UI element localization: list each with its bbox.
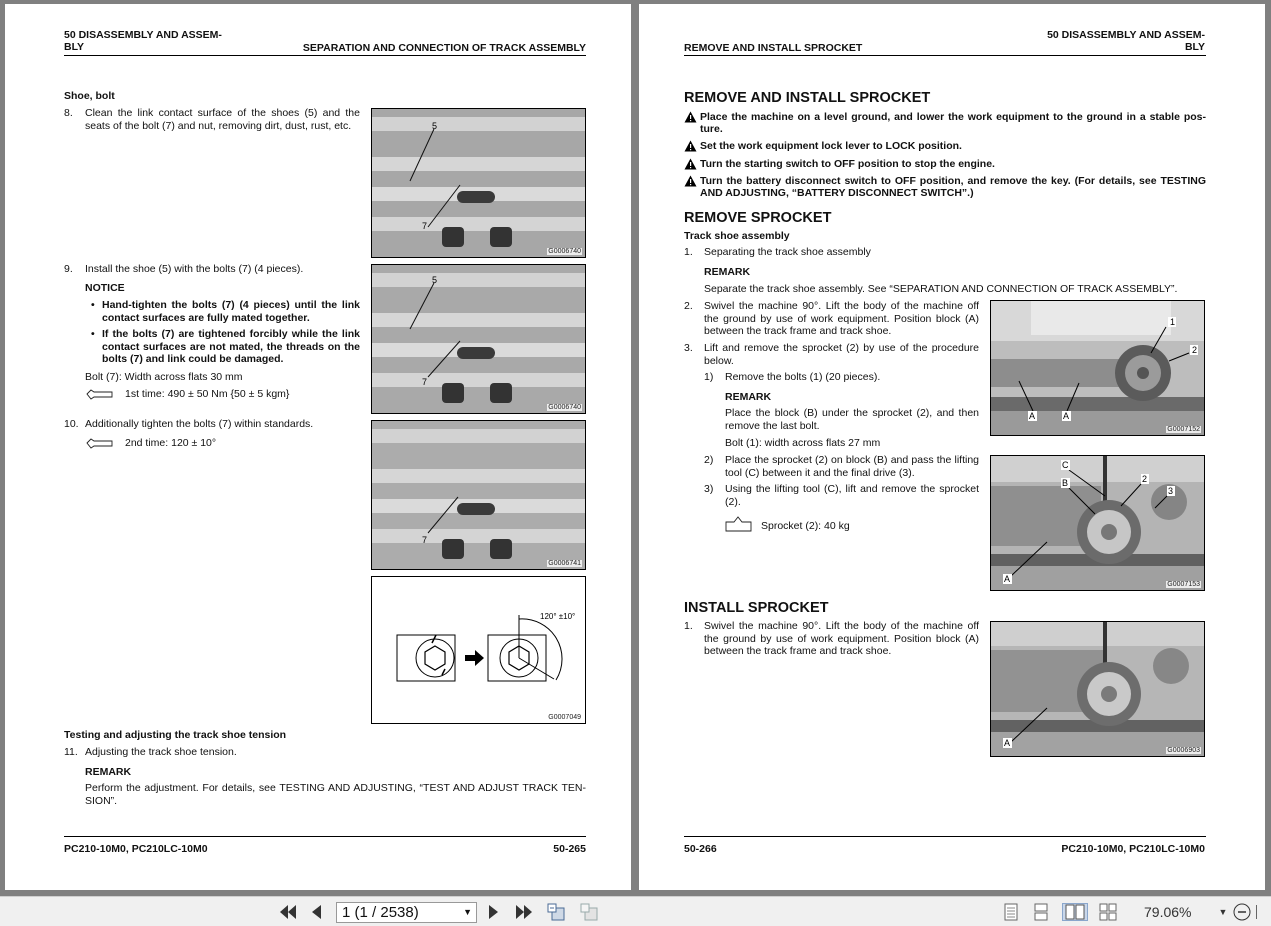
angle-tightening-diagram bbox=[371, 576, 586, 724]
subheading-track-shoe: Track shoe assembly bbox=[684, 230, 790, 242]
zoom-out-icon bbox=[1233, 903, 1251, 921]
next-page-icon bbox=[488, 904, 500, 920]
header-section: 50 DISASSEMBLY AND ASSEM- BLY bbox=[64, 29, 222, 53]
substep-text: Remove the bolts (1) (20 pieces). bbox=[725, 371, 881, 383]
sprocket-photo-2 bbox=[990, 455, 1205, 591]
facing-pages-icon bbox=[1065, 904, 1085, 920]
step-text: Lift and remove the sprocket (2) by use of the procedure below. bbox=[704, 342, 979, 367]
step-text: Install the shoe (5) with the bolts (7) (4 pieces). bbox=[85, 263, 304, 275]
figure-code: G0007049 bbox=[548, 714, 581, 721]
torque-second-time: 2nd time: 120 ± 10° bbox=[125, 437, 217, 449]
step-number: 1. bbox=[684, 620, 693, 632]
page-50-266 bbox=[639, 4, 1265, 890]
sprocket-photo-1 bbox=[990, 300, 1205, 436]
header-title: SEPARATION AND CONNECTION OF TRACK ASSEMBLY bbox=[302, 42, 586, 54]
remark-label: REMARK bbox=[85, 766, 132, 778]
callout-label: A bbox=[1063, 411, 1070, 421]
warning-icon bbox=[684, 175, 697, 187]
callout-label: 5 bbox=[432, 275, 438, 285]
warning-text: Place the machine on a level ground, and lower the work equipment to the ground in a stable pos-ture. bbox=[700, 111, 1206, 135]
heading-remove-sprocket: REMOVE SPROCKET bbox=[684, 210, 832, 226]
callout-label: 5 bbox=[432, 121, 438, 131]
previous-page-icon bbox=[310, 904, 322, 920]
continuous-page-icon bbox=[1034, 903, 1048, 921]
go-back-view-button[interactable] bbox=[545, 903, 567, 921]
bullet: • bbox=[91, 299, 95, 311]
torque-wrench-icon bbox=[85, 437, 115, 449]
substep-number: 1) bbox=[704, 371, 714, 383]
remark-text: Perform the adjustment. For details, see TESTING AND ADJUSTING, “TEST AND ADJUST TRACK TEN-SION”. bbox=[85, 782, 586, 807]
step-text: Adjusting the track shoe tension. bbox=[85, 746, 237, 758]
zoom-out-button[interactable] bbox=[1232, 903, 1252, 921]
notice-bullet-1: Hand-tighten the bolts (7) (4 pieces) until the link contact surfaces are fully mated together. bbox=[102, 299, 360, 324]
last-page-icon bbox=[515, 904, 533, 920]
figure-code: G0006740 bbox=[548, 404, 581, 411]
warning-3 bbox=[684, 158, 1206, 170]
warning-4 bbox=[684, 175, 1206, 199]
warning-2 bbox=[684, 140, 1206, 152]
header-rule bbox=[684, 55, 1206, 56]
warning-icon bbox=[684, 140, 697, 152]
footer-page-number: 50-265 bbox=[553, 843, 586, 855]
step-number: 11. bbox=[64, 746, 78, 758]
figure-code: G0006903 bbox=[1167, 747, 1200, 754]
page-number-value: 1 (1 / 2538) bbox=[342, 904, 419, 921]
figure-code: G0007152 bbox=[1167, 426, 1200, 433]
warning-icon bbox=[684, 111, 697, 123]
step-number: 10. bbox=[64, 418, 79, 430]
angle-label: 120° ±10° bbox=[540, 612, 576, 621]
back-view-icon bbox=[546, 903, 566, 921]
step-text: Swivel the machine 90°. Lift the body of the machine off the ground by use of work equipment. Position block (A) between the track frame and track shoe. bbox=[704, 620, 979, 657]
single-page-icon bbox=[1004, 903, 1018, 921]
last-page-button[interactable] bbox=[514, 903, 534, 921]
figure-code: G0006740 bbox=[548, 248, 581, 255]
warning-text: Turn the battery disconnect switch to OFF position, and remove the key. (For details, see TESTING AND ADJUSTING, “BATTERY DISCONNECT SWITCH”.) bbox=[700, 175, 1206, 199]
step-number: 8. bbox=[64, 107, 73, 119]
first-page-button[interactable] bbox=[278, 903, 298, 921]
remark-label: REMARK bbox=[704, 266, 751, 278]
callout-label: 7 bbox=[422, 377, 428, 387]
step-number: 9. bbox=[64, 263, 73, 275]
footer-model: PC210-10M0, PC210LC-10M0 bbox=[1061, 843, 1205, 855]
footer-rule bbox=[684, 836, 1206, 837]
step-text: Additionally tighten the bolts (7) within standards. bbox=[85, 418, 314, 430]
callout-label: 1 bbox=[1170, 317, 1176, 327]
callout-label: A bbox=[1004, 738, 1011, 748]
footer-model: PC210-10M0, PC210LC-10M0 bbox=[64, 843, 208, 855]
subheading-track-tension: Testing and adjusting the track shoe tension bbox=[64, 729, 287, 741]
remark-text: Place the block (B) under the sprocket (2), and then remove the last bolt. bbox=[725, 407, 979, 432]
notice-label: NOTICE bbox=[85, 282, 125, 294]
header-title: REMOVE AND INSTALL SPROCKET bbox=[684, 42, 863, 54]
continuous-facing-view-button[interactable] bbox=[1098, 903, 1118, 921]
step-text: Separating the track shoe assembly bbox=[704, 246, 871, 258]
callout-label: 3 bbox=[1168, 486, 1174, 496]
continuous-facing-icon bbox=[1099, 903, 1117, 921]
callout-label: A bbox=[1029, 411, 1036, 421]
torque-wrench-icon bbox=[85, 388, 115, 400]
single-page-view-button[interactable] bbox=[1002, 903, 1020, 921]
substep-text: Place the sprocket (2) on block (B) and pass the lifting tool (C) between it and the final drive (3). bbox=[725, 454, 979, 479]
subheading-shoe-bolt: Shoe, bolt bbox=[64, 90, 115, 102]
bolt-width: Bolt (1): width across flats 27 mm bbox=[725, 437, 881, 449]
warning-icon bbox=[684, 158, 697, 170]
bullet: • bbox=[91, 328, 95, 340]
figure-code: G0007153 bbox=[1167, 581, 1200, 588]
warning-1 bbox=[684, 111, 1206, 135]
weight-icon bbox=[725, 516, 753, 532]
page-50-265 bbox=[5, 4, 631, 890]
step-number: 1. bbox=[684, 246, 693, 258]
callout-label: B bbox=[1062, 478, 1069, 488]
callout-label: C bbox=[1062, 460, 1069, 470]
go-forward-view-button[interactable] bbox=[578, 903, 600, 921]
notice-bullet-2: If the bolts (7) are tightened forcibly while the link contact surfaces are not mated, the threads on the bolts (7) and link could be damaged. bbox=[102, 328, 360, 365]
sprocket-weight: Sprocket (2): 40 kg bbox=[761, 520, 850, 532]
torque-first-time: 1st time: 490 ± 50 Nm {50 ± 5 kgm} bbox=[125, 388, 290, 400]
substep-number: 2) bbox=[704, 454, 714, 466]
step-number: 2. bbox=[684, 300, 693, 312]
facing-view-button[interactable] bbox=[1062, 903, 1088, 921]
footer-rule bbox=[64, 836, 586, 837]
warning-text: Turn the starting switch to OFF position to stop the engine. bbox=[700, 158, 995, 170]
bolt-width: Bolt (7): Width across flats 30 mm bbox=[85, 371, 243, 383]
continuous-view-button[interactable] bbox=[1032, 903, 1050, 921]
callout-label: 2 bbox=[1142, 474, 1148, 484]
heading-install-sprocket: INSTALL SPROCKET bbox=[684, 600, 829, 616]
step-text: Clean the link contact surface of the shoes (5) and the seats of the bolt (7) and nut, removing dirt, dust, rust, etc. bbox=[85, 107, 360, 132]
callout-label: 7 bbox=[422, 535, 428, 545]
step-text: Swivel the machine 90°. Lift the body of the machine off the ground by use of work equipment. Position block (A) between the track frame and track shoe. bbox=[704, 300, 979, 337]
callout-label: 2 bbox=[1192, 345, 1198, 355]
step-number: 3. bbox=[684, 342, 693, 354]
chevron-down-icon[interactable]: ▼ bbox=[463, 907, 472, 917]
substep-text: Using the lifting tool (C), lift and remove the sprocket (2). bbox=[725, 483, 979, 508]
previous-page-button[interactable] bbox=[308, 903, 324, 921]
main-heading: REMOVE AND INSTALL SPROCKET bbox=[684, 90, 931, 106]
sprocket-photo-3 bbox=[990, 621, 1205, 757]
footer-page-number: 50-266 bbox=[684, 843, 717, 855]
shoe-photo-2 bbox=[371, 264, 586, 414]
callout-label: 7 bbox=[422, 221, 428, 231]
next-page-button[interactable] bbox=[486, 903, 502, 921]
viewer-toolbar bbox=[0, 896, 1271, 926]
zoom-slider-handle[interactable] bbox=[1256, 905, 1271, 919]
shoe-photo-1 bbox=[371, 108, 586, 258]
zoom-dropdown-icon[interactable]: ▼ bbox=[1218, 907, 1228, 917]
forward-view-icon bbox=[579, 903, 599, 921]
shoe-photo-3 bbox=[371, 420, 586, 570]
first-page-icon bbox=[279, 904, 297, 920]
callout-label: A bbox=[1004, 574, 1011, 584]
page-number-input[interactable] bbox=[336, 902, 477, 923]
substep-number: 3) bbox=[704, 483, 714, 495]
warning-text: Set the work equipment lock lever to LOCK position. bbox=[700, 140, 962, 152]
remark-label: REMARK bbox=[725, 391, 772, 403]
zoom-level[interactable]: 79.06% bbox=[1144, 904, 1192, 920]
header-rule bbox=[64, 55, 586, 56]
header-section: 50 DISASSEMBLY AND ASSEM- BLY bbox=[1047, 29, 1205, 53]
remark-text: Separate the track shoe assembly. See “SEPARATION AND CONNECTION OF TRACK ASSEMBLY”. bbox=[704, 283, 1178, 295]
figure-code: G0006741 bbox=[548, 560, 581, 567]
